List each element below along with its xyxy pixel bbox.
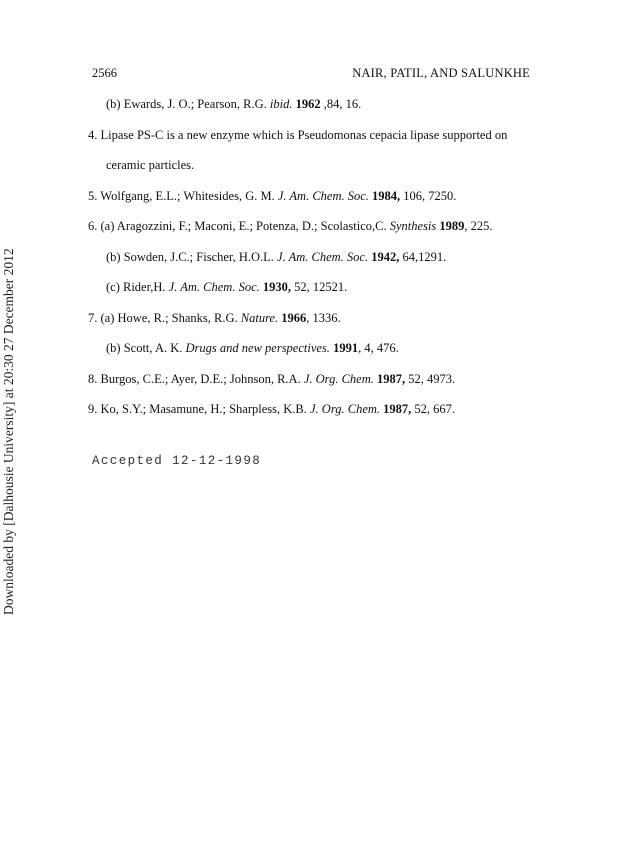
reference-7a — [88, 311, 538, 342]
ref-authors: 6. (a) Aragozzini, F.; Maconi, E.; Potenza, D.; Scolastico,C. — [88, 219, 390, 233]
reference-4-line2: ceramic particles. — [106, 158, 195, 172]
ref-authors: 7. (a) Howe, R.; Shanks, R.G. — [88, 310, 241, 325]
ref-journal: Nature. — [240, 310, 279, 325]
reference-list — [88, 97, 538, 433]
ref-journal: J. Org. Chem. — [303, 371, 374, 386]
reference-6c — [88, 280, 538, 311]
reference-6a — [88, 219, 538, 250]
reference-7b — [88, 341, 538, 372]
ref-authors: 8. Burgos, C.E.; Ayer, D.E.; Johnson, R.A. — [88, 371, 304, 386]
ref-volume-pages: 106, 7250. — [400, 188, 457, 203]
reference-6b — [88, 250, 538, 281]
ref-year: 1966 — [278, 310, 307, 325]
ref-year: 1991 — [329, 341, 359, 355]
ref-journal: ibid. — [269, 97, 293, 111]
ref-year: 1984, — [368, 188, 401, 203]
reference-5 — [88, 189, 538, 220]
reference-9 — [88, 402, 538, 433]
ref-authors: (b) Sowden, J.C.; Fischer, H.O.L. — [106, 249, 278, 264]
ref-volume-pages: ,84, 16. — [320, 97, 362, 111]
download-watermark: Downloaded by [Dalhousie University] at 20:30 27 December 2012 — [1, 248, 16, 615]
ref-volume-pages: 52, 4973. — [405, 371, 456, 386]
reference-4-line1: 4. Lipase PS-C is a new enzyme which is Pseudomonas cepacia lipase supported on — [88, 127, 508, 142]
ref-authors: (c) Rider,H. — [106, 280, 169, 294]
ref-journal: J. Am. Chem. Soc. — [277, 249, 369, 264]
ref-volume-pages: , 4, 476. — [358, 341, 399, 355]
running-header-authors: NAIR, PATIL, AND SALUNKHE — [352, 66, 530, 80]
ref-volume-pages: 52, 12521. — [291, 280, 348, 294]
ref-volume-pages: 52, 667. — [411, 402, 456, 416]
accepted-date: Accepted 12-12-1998 — [92, 454, 262, 468]
ref-year: 1989 — [436, 219, 465, 233]
ref-year: 1962 — [292, 97, 321, 111]
ref-journal: J. Am. Chem. Soc. — [168, 280, 260, 294]
ref-volume-pages: , 1336. — [306, 310, 341, 325]
ref-authors: (b) Ewards, J. O.; Pearson, R.G. — [106, 97, 270, 111]
ref-authors: 5. Wolfgang, E.L.; Whitesides, G. M. — [88, 188, 278, 203]
ref-authors: (b) Scott, A. K. — [106, 341, 186, 355]
reference-3b — [88, 97, 538, 128]
ref-journal: J. Am. Chem. Soc. — [277, 188, 369, 203]
ref-authors: 9. Ko, S.Y.; Masamune, H.; Sharpless, K.B. — [88, 402, 310, 416]
ref-journal: J. Org. Chem. — [310, 402, 381, 416]
ref-year: 1987, — [373, 371, 406, 386]
reference-8 — [88, 372, 538, 403]
ref-journal: Drugs and new perspectives. — [185, 341, 330, 355]
ref-year: 1930, — [259, 280, 291, 294]
ref-journal: Synthesis — [389, 219, 437, 233]
page-number: 2566 — [92, 66, 117, 80]
ref-year: 1987, — [380, 402, 412, 416]
ref-year: 1942, — [368, 249, 400, 264]
ref-volume-pages: 64,1291. — [399, 249, 447, 264]
ref-volume-pages: , 225. — [464, 219, 493, 233]
